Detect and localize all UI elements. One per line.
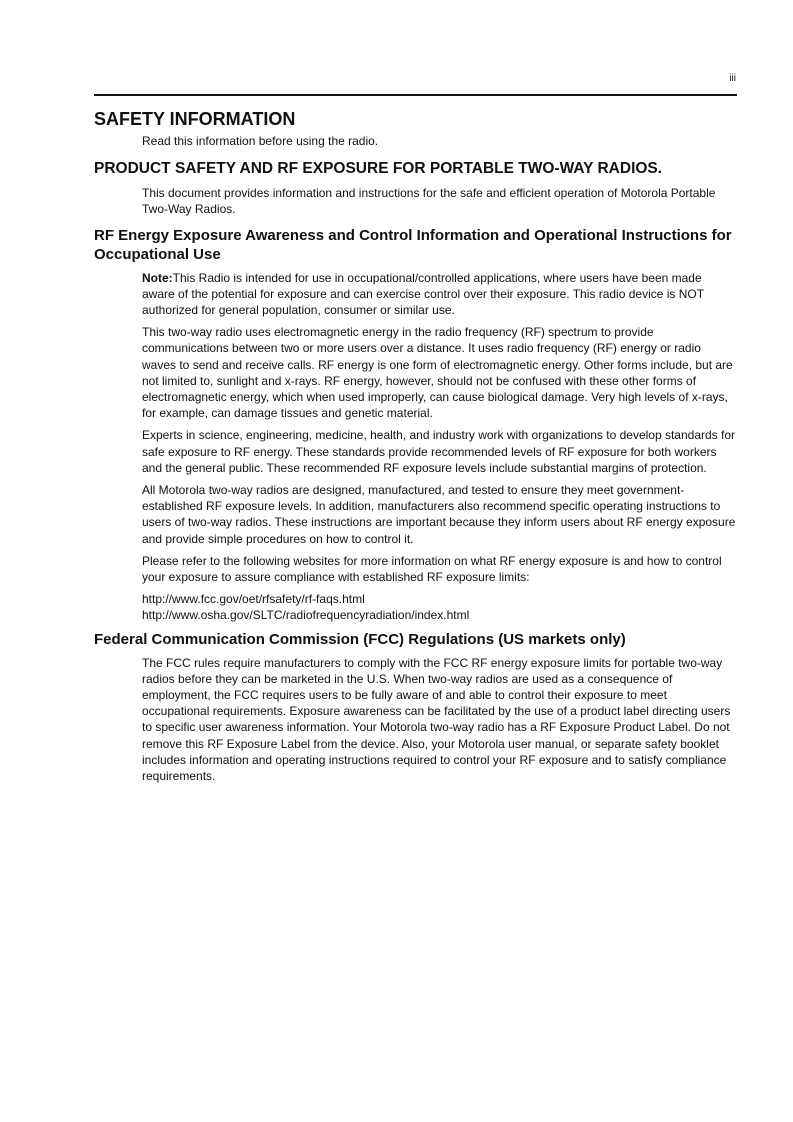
osha-link[interactable]: http://www.osha.gov/SLTC/radiofrequencyradiation/index.html — [142, 608, 470, 623]
rf-links — [142, 591, 737, 623]
page-number: iii — [729, 73, 736, 84]
fcc-text: The FCC rules require manufacturers to comply with the FCC RF energy exposure limits for portable two-way radios before they can be marketed in the U.S. When two-way radios are used as a consequence of employment, the FCC requires users to be fully aware of and able to control their exposure to meet occupational requirements. Exposure awareness can be facilitated by the use of a product label directing users to specific user awareness information. Your Motorola two-way radio has a RF Exposure Product Label. Do not remove this RF Exposure Label from the device. Also, your Motorola user manual, or separate safety booklet includes information and operating instructions required to control your RF exposure and to satisfy compliance requirements. — [142, 655, 731, 784]
note-label: Note: — [142, 270, 173, 285]
header-rule — [94, 94, 737, 96]
rf-note — [142, 270, 737, 319]
product-safety-title: PRODUCT SAFETY AND RF EXPOSURE FOR PORTABLE TWO-WAY RADIOS. — [94, 160, 663, 178]
fcc-section-title: Federal Communication Commission (FCC) Regulations (US markets only) — [94, 630, 626, 648]
rf-paragraph: All Motorola two-way radios are designed, manufactured, and tested to ensure they meet government-established RF exposure levels. In addition, manufacturers also recommend specific operating instructions to users of two-way radios. These instructions are important because they inform users about RF energy exposure and provide simple procedures on how to control it. — [142, 483, 736, 546]
safety-title: SAFETY INFORMATION — [94, 109, 296, 129]
rf-paragraph: Please refer to the following websites for more information on what RF energy exposure is and how to control your exposure to assure compliance with established RF exposure limits: — [142, 553, 722, 585]
product-safety-text: This document provides information and instructions for the safe and efficient operation of Motorola Portable Two-Way Radios. — [142, 186, 716, 217]
rf-section-title: RF Energy Exposure Awareness and Control Information and Operational Instructions for Occupational Use — [94, 226, 732, 263]
document-body — [94, 107, 737, 790]
rf-paragraph: This two-way radio uses electromagnetic energy in the radio frequency (RF) spectrum to provide communications between two or more users over a distance. It uses radio frequency (RF) energy or radio waves to send and receive calls. RF energy is one form of electromagnetic energy. Other forms include, but are not limited to, sunlight and x-rays. RF energy, however, should not be confused with these other forms of electromagnetic energy, which when used improperly, can cause biological damage. Very high levels of x-rays, for example, can damage tissues and genetic material. — [142, 325, 733, 421]
note-text: This Radio is intended for use in occupational/controlled applications, where users have been made aware of the potential for exposure and can exercise control over their exposure. This radio device is NOT authorized for general population, consumer or similar use. — [142, 270, 704, 318]
fcc-faq-link[interactable]: http://www.fcc.gov/oet/rfsafety/rf-faqs.html — [142, 592, 365, 607]
safety-intro: Read this information before using the radio. — [142, 134, 379, 148]
rf-paragraph: Experts in science, engineering, medicine, health, and industry work with organizations to develop standards for safe exposure to RF energy. These standards provide recommended levels of RF exposure for both workers and the general public. These recommended RF exposure levels include substantial margins of protection. — [142, 428, 735, 475]
